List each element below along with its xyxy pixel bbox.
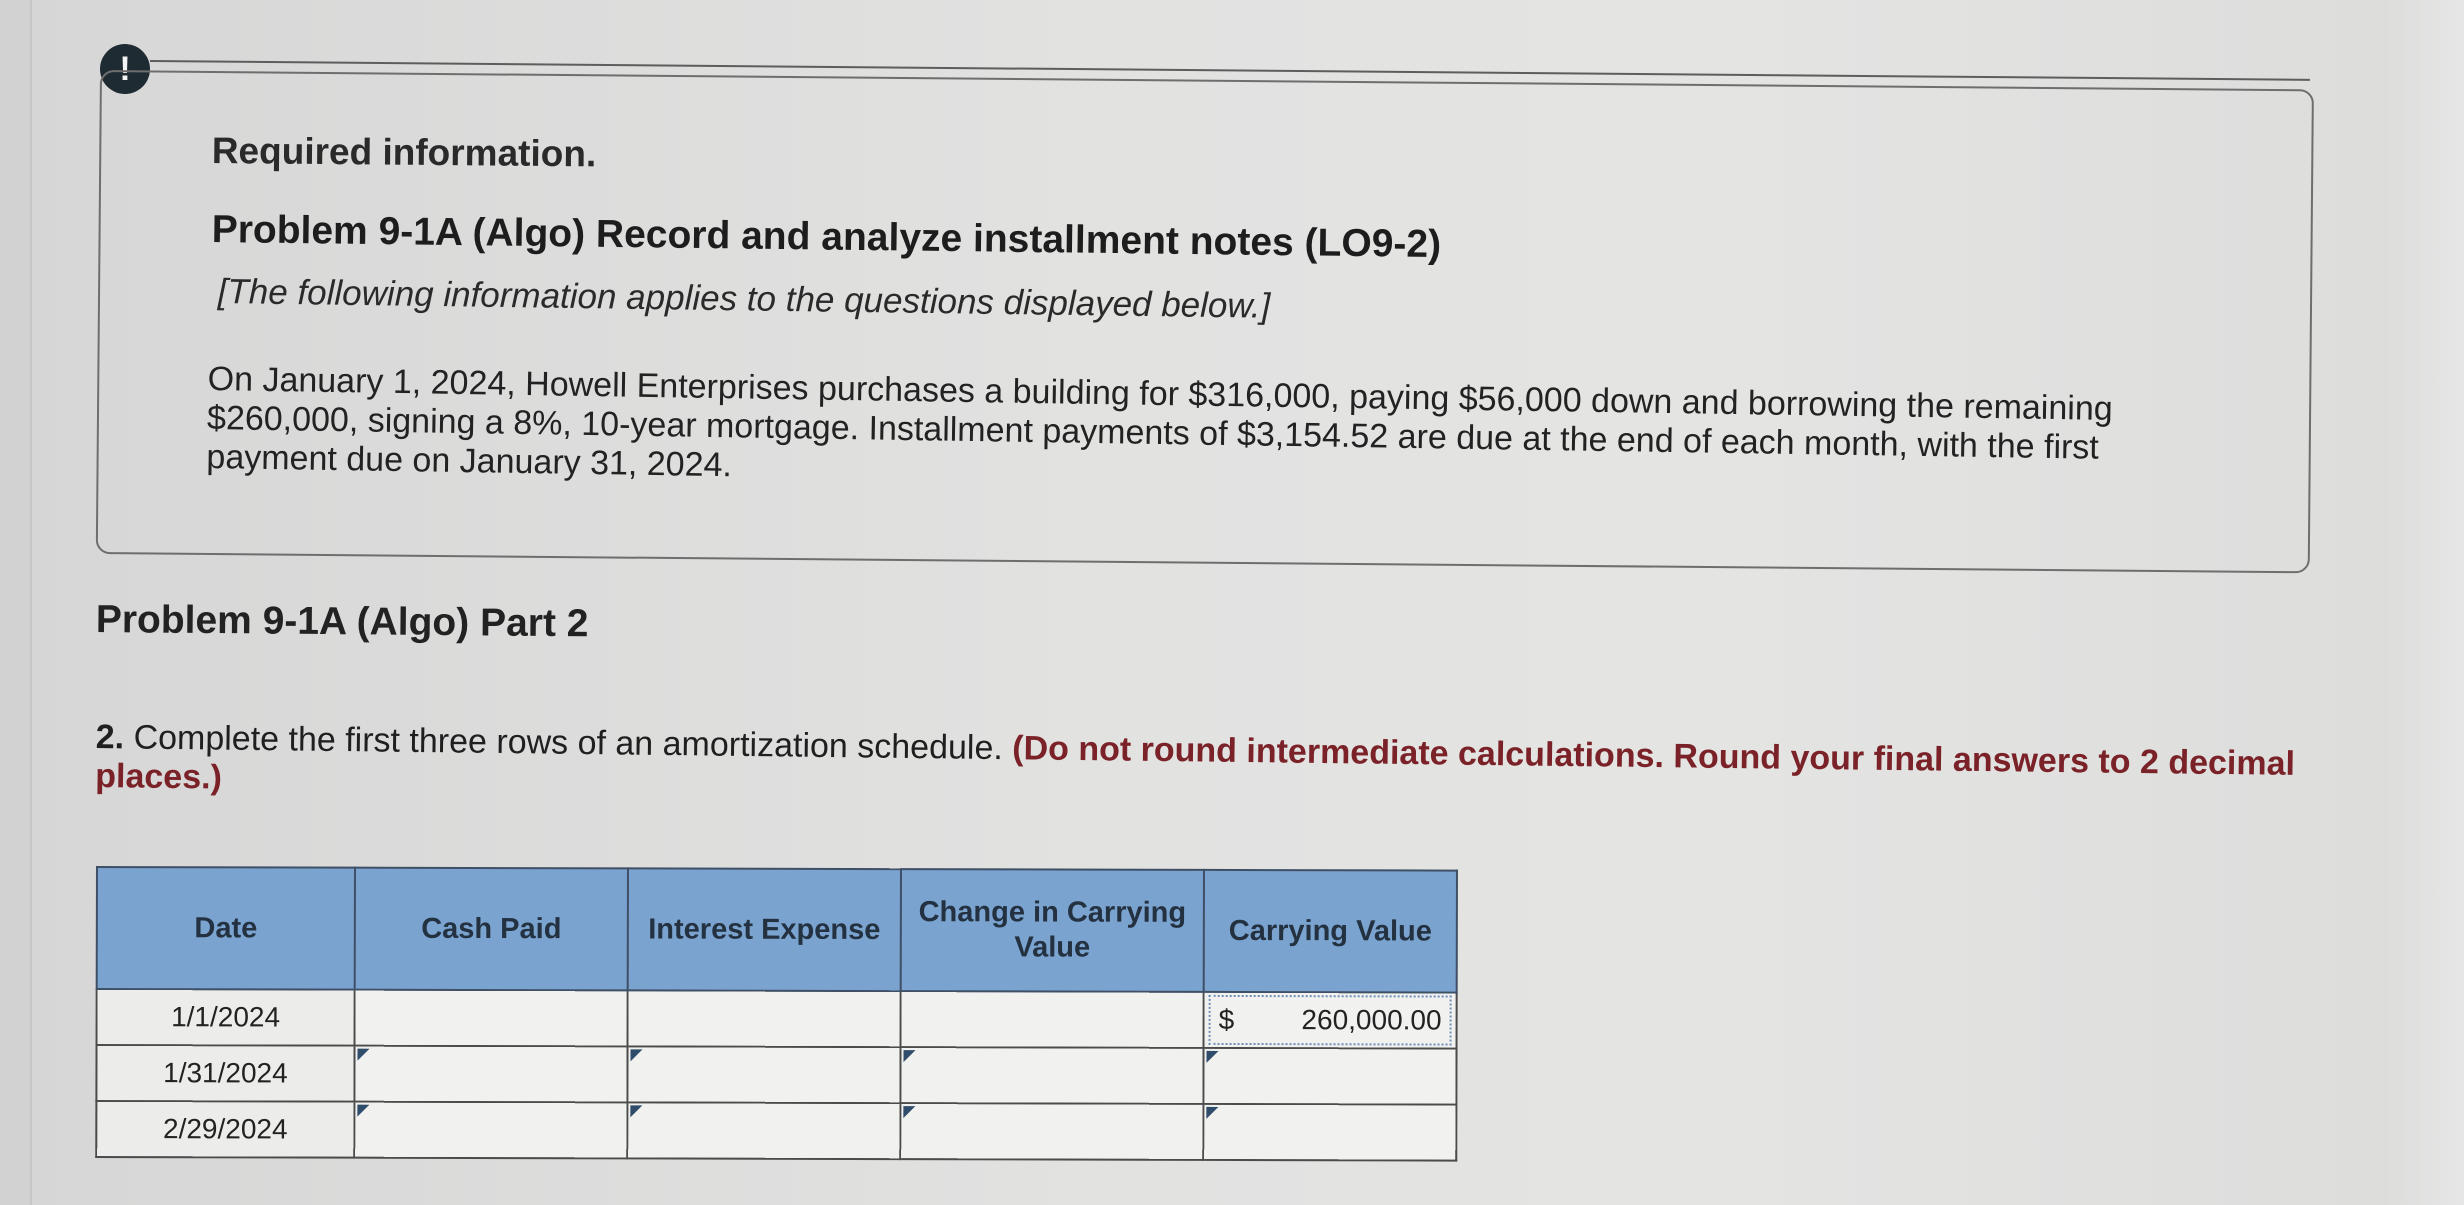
cash-paid-input[interactable] bbox=[355, 1103, 626, 1158]
question-number: 2. bbox=[95, 718, 125, 757]
currency-symbol: $ bbox=[1218, 1003, 1235, 1035]
alert-icon: ! bbox=[100, 44, 150, 94]
cash-paid-cell bbox=[355, 990, 628, 1047]
carrying-value-input[interactable] bbox=[1204, 1105, 1455, 1160]
header-carrying-value: Carrying Value bbox=[1204, 870, 1457, 993]
question-hint: (Do not round intermediate calculations. Round your final answers to 2 decimal places.) bbox=[95, 729, 2296, 797]
header-date: Date bbox=[97, 867, 355, 990]
change-in-carrying-value-cell bbox=[900, 1103, 1203, 1160]
cash-paid-cell bbox=[354, 1046, 627, 1103]
carrying-value-cell bbox=[1203, 1048, 1456, 1105]
left-edge-strip bbox=[0, 0, 32, 1205]
cash-paid-cell bbox=[354, 1102, 627, 1159]
interest-expense-cell bbox=[627, 1046, 900, 1103]
interest-expense-input[interactable] bbox=[628, 1047, 899, 1102]
change-in-carrying-value-cell bbox=[901, 991, 1204, 1048]
problem-description: On January 1, 2024, Howell Enterprises purchases a building for $316,000, paying $56,000 down and borrowing the remaining $260,000, signing a 8%, 10-year mortgage. Installment payments of $3,154.52 are due at the end of each month, with the first payment due on January 31, 2024. bbox=[206, 360, 2113, 485]
change-in-carrying-value-input[interactable] bbox=[901, 1048, 1202, 1103]
header-interest-expense: Interest Expense bbox=[628, 868, 901, 991]
screen-glare bbox=[2384, 0, 2464, 1205]
carrying-value-cell bbox=[1204, 992, 1457, 1049]
row-date: 1/31/2024 bbox=[96, 1045, 354, 1102]
info-note: [The following information applies to the questions displayed below.] bbox=[217, 272, 1271, 326]
table-row bbox=[96, 1101, 1456, 1161]
carrying-value-input[interactable] bbox=[1204, 1049, 1455, 1104]
cash-paid-input[interactable] bbox=[355, 1047, 626, 1102]
problem-title: Problem 9-1A (Algo) Record and analyze installment notes (LO9-2) bbox=[211, 208, 1442, 267]
question-text bbox=[95, 718, 2296, 823]
table-header-row bbox=[97, 867, 1457, 993]
question-instruction: Complete the first three rows of an amortization schedule. bbox=[133, 718, 1004, 768]
part-title: Problem 9-1A (Algo) Part 2 bbox=[95, 598, 589, 646]
change-in-carrying-value-cell bbox=[900, 1047, 1203, 1104]
row-date: 1/1/2024 bbox=[97, 989, 355, 1046]
row-date: 2/29/2024 bbox=[96, 1101, 354, 1158]
table-row bbox=[97, 989, 1457, 1049]
interest-expense-cell bbox=[628, 990, 901, 1047]
header-cash-paid: Cash Paid bbox=[355, 868, 628, 991]
carrying-value-cell bbox=[1203, 1104, 1456, 1161]
amortization-schedule bbox=[95, 866, 1458, 1162]
interest-expense-cell bbox=[627, 1102, 900, 1159]
carrying-value-display bbox=[1209, 995, 1452, 1046]
header-change-in-carrying-value: Change in Carrying Value bbox=[901, 869, 1204, 992]
required-information-label: Required information. bbox=[211, 130, 597, 175]
change-in-carrying-value-input[interactable] bbox=[901, 1104, 1202, 1159]
table-row bbox=[96, 1045, 1456, 1105]
amortization-table bbox=[95, 866, 1458, 1162]
carrying-value-amount: 260,000.00 bbox=[1301, 1004, 1442, 1036]
interest-expense-input[interactable] bbox=[628, 1103, 899, 1158]
